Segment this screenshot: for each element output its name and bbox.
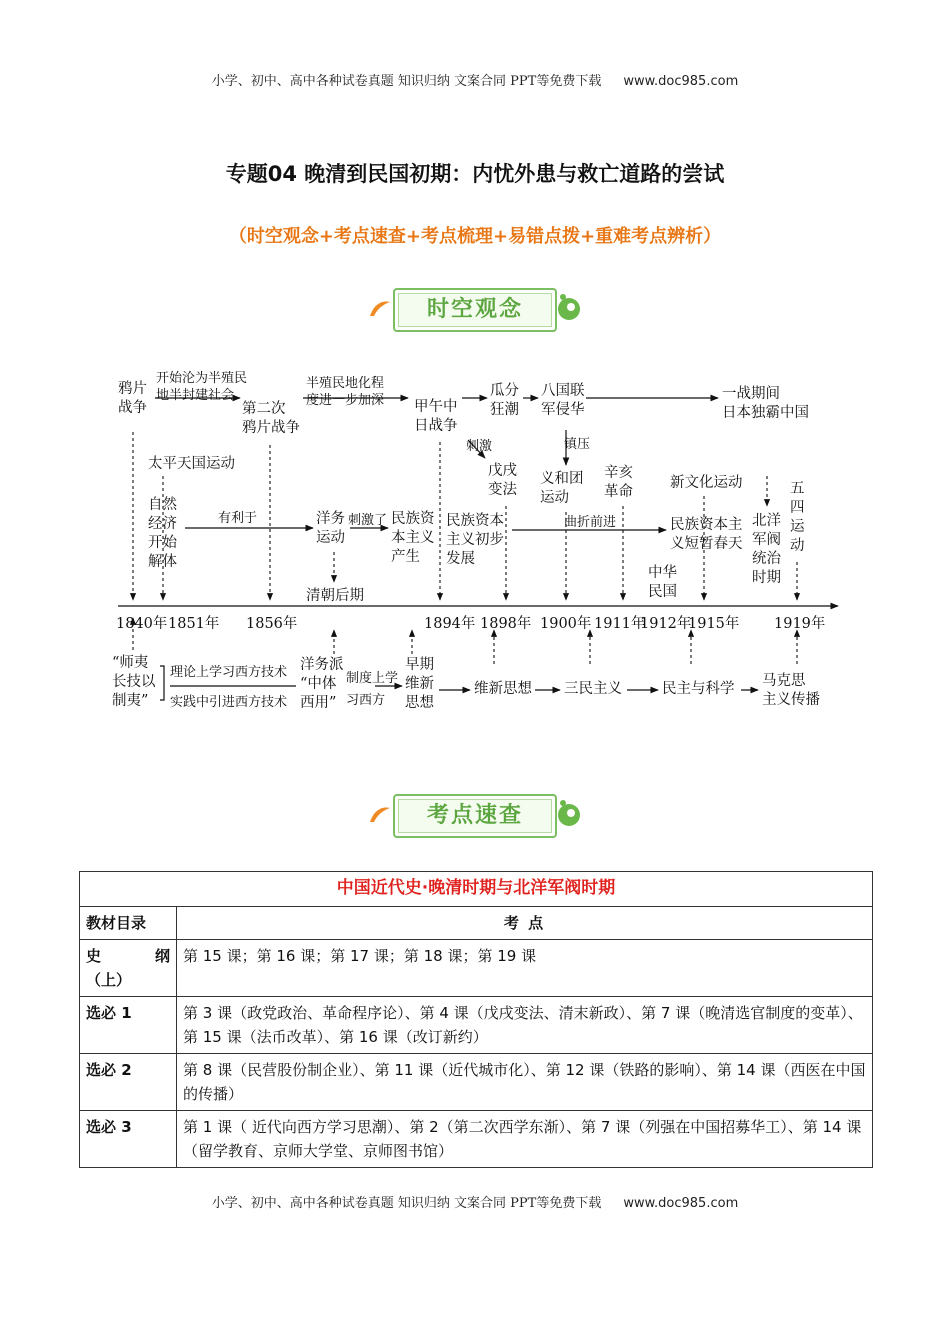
year-label: 1915年 [688,616,740,632]
table-row-content: 第 3 课（政党政治、革命程序论）、第 4 课（戊戌变法、清末新政）、第 7 课（晚清选官制度的变革）、第 15 课（法币改革）、第 16 课（改订新约） [177,997,873,1054]
tl-stimulated: 刺激了 [348,513,388,528]
tl-beneficial: 有利于 [218,511,258,526]
tl-stimulate: 刺激 [466,439,493,454]
table-row-content: 第 8 课（民营股份制企业）、第 11 课（近代城市化）、第 12 课（铁路的影响）、第 14 课（西医在中国的传播） [177,1054,873,1111]
table-row-content: 第 1 课（ 近代向西方学习思潮）、第 2（第二次西学东渐）、第 7 课（列强在中国招募华工）、第 14 课（留学教育、京师大学堂、京师图书馆） [177,1111,873,1168]
table-row-content: 第 15 课；第 16 课；第 17 课；第 18 课；第 19 课 [177,940,873,997]
table-row-label: 选必 1 [80,997,177,1054]
table-row-label: 史 纲 （上） [80,940,177,997]
tl-boxer: 义和团 运动 [540,471,584,506]
tl-suppress: 镇压 [564,437,591,452]
tl-eight-nation: 八国联 军侵华 [541,383,585,418]
tl-capitalism-initial: 民族资本 主义初步 发展 [446,513,504,567]
year-label: 1898年 [480,616,532,632]
leaf-icon [368,802,392,826]
tl-westernizers: 洋务派 “中体 西用” [300,657,344,711]
tl-three-principles: 三民主义 [564,681,622,697]
table-row [80,997,873,1054]
year-label: 1900年 [540,616,592,632]
table-caption: 中国近代史·晚清时期与北洋军阀时期 [80,872,873,907]
year-label: 1856年 [246,616,298,632]
tl-westernization: 洋务 运动 [316,511,345,546]
year-label: 1911年 [594,616,646,632]
table-row [80,1054,873,1111]
tl-semi-colonial-start: 开始沦为半殖民 地半封建社会 [156,371,248,403]
tl-opium-war: 鸦片 战争 [118,381,147,416]
page-title: 专题04 晚清到民国初期：内忧外患与救亡道路的尝试 [225,162,725,186]
banner-kaodian-label: 考点速查 [393,794,557,838]
page-subtitle: （时空观念+考点速查+考点梳理+易错点拨+重难考点辨析） [228,226,722,247]
circle-dot-icon [556,798,582,828]
header-url[interactable]: www.doc985.com [623,74,739,89]
banner-kaodian [368,790,588,842]
year-label: 1851年 [168,616,220,632]
tl-xinhai: 辛亥 革命 [604,465,633,500]
footer-text: 小学、初中、高中各种试卷真题 知识归纳 文案合同 PPT等免费下载 [211,1196,602,1211]
tl-scramble: 瓜分 狂潮 [490,383,519,418]
table-row-label: 选必 2 [80,1054,177,1111]
tl-ww1-japan: 一战期间 日本独霸中国 [722,386,809,421]
tl-reform: 戊戌 变法 [488,463,517,498]
tl-practice: 实践中引进西方技术 [170,695,288,710]
table-row [80,940,873,997]
table-row [80,1111,873,1168]
tl-semi-colonial-deepen: 半殖民地化程 度进一步加深 [306,376,385,408]
tl-capitalism-emerge: 民族资 本主义 产生 [391,511,435,565]
tl-taiping: 太平天国运动 [148,456,235,472]
tl-may-fourth: 五 四 运 动 [790,481,805,554]
tl-marxism: 马克思 主义传播 [762,673,820,708]
year-label: 1840年 [116,616,168,632]
table-header-row [80,907,873,940]
page-footer [0,1192,950,1211]
year-label: 1894年 [424,616,476,632]
table-row-label: 选必 3 [80,1111,177,1168]
tl-beiyang: 北洋 军阀 统治 时期 [752,513,781,586]
year-label: 1912年 [640,616,692,632]
tl-new-culture: 新文化运动 [670,475,743,491]
tl-late-qing: 清朝后期 [306,588,364,604]
table-header-catalog: 教材目录 [80,907,177,940]
year-label: 1919年 [774,616,826,632]
tl-theory: 理论上学习西方技术 [170,665,288,680]
tl-institutional: 制度上学 习西方 [346,671,399,708]
banner-shikong-label: 时空观念 [393,288,557,332]
tl-sino-japanese-war: 甲午中 日战争 [414,399,458,434]
tl-twist-forward: 曲折前进 [564,515,617,530]
header-text: 小学、初中、高中各种试卷真题 知识归纳 文案合同 PPT等免费下载 [211,74,602,89]
tl-brief-spring: 民族资本主 义短暂春天 [670,517,743,552]
table-header-points: 考 点 [177,907,873,940]
tl-natural-economy: 自然 经济 开始 解体 [148,497,177,570]
tl-reform-thought: 维新思想 [474,681,532,697]
footer-url[interactable]: www.doc985.com [623,1196,739,1211]
knowledge-table [79,871,873,1168]
table-caption-row [80,872,873,907]
tl-democracy-science: 民主与科学 [662,681,735,697]
tl-second-opium-war: 第二次 鸦片战争 [242,401,300,436]
tl-early-reform: 早期 维新 思想 [405,657,434,711]
tl-learn-from-west: “师夷 长技以 制夷” [112,655,156,709]
tl-roc: 中华 民国 [648,565,677,600]
